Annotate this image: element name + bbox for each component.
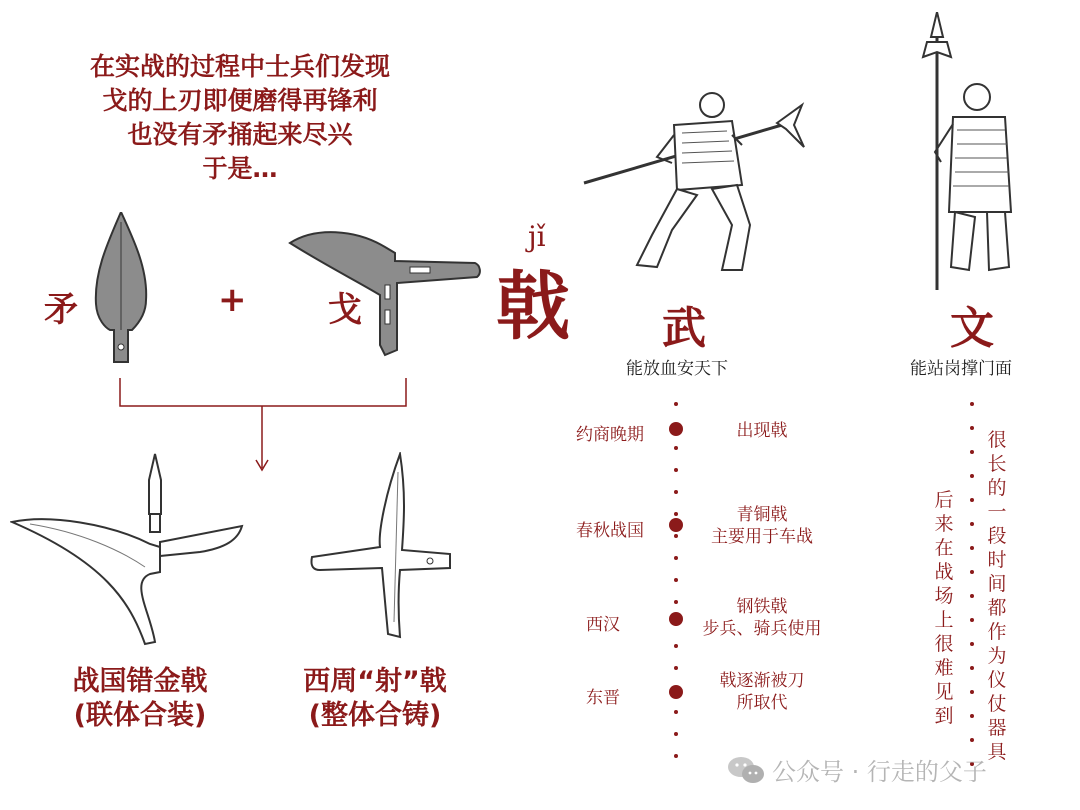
ceremonial-right-text: 很长的一段时间都作为仪仗器具	[987, 429, 1007, 763]
ji-western-zhou-icon	[300, 452, 460, 652]
wu-desc: 能放血安天下	[626, 359, 728, 379]
timeline-dot	[970, 498, 974, 502]
timeline-dot	[970, 570, 974, 574]
timeline-event-line: 所取代	[736, 693, 788, 713]
intro-line-4: 于是…	[202, 154, 278, 183]
timeline-dot	[674, 754, 678, 758]
ceremonial-left-text: 后来在战场上很难见到	[934, 489, 954, 727]
timeline-dot	[970, 714, 974, 718]
timeline-dot	[970, 474, 974, 478]
caption-line-1: 战国错金戟	[72, 666, 208, 697]
caption-line-1: 西周“射”戟	[303, 666, 447, 697]
timeline-dot	[970, 738, 974, 742]
timeline-dot	[674, 578, 678, 582]
timeline-era: 东晋	[586, 688, 620, 708]
wen-char: 文	[950, 303, 994, 354]
caption-line-2: (联体合装)	[73, 700, 207, 731]
timeline-event	[672, 504, 852, 548]
timeline-dot	[674, 556, 678, 560]
timeline-event-line: 步兵、骑兵使用	[702, 619, 822, 639]
timeline-event-line: 青铜戟	[736, 505, 788, 525]
dagger-axe-icon	[285, 225, 485, 360]
plus-sign: +	[218, 280, 247, 320]
caption-western-zhou	[275, 665, 475, 733]
ge-label: 戈	[328, 290, 362, 330]
timeline-dot	[970, 450, 974, 454]
timeline-dot	[674, 402, 678, 406]
caption-line-2: (整体合铸)	[308, 700, 442, 731]
timeline-dot	[674, 644, 678, 648]
timeline-era: 约商晚期	[576, 425, 644, 445]
timeline-event	[672, 596, 852, 640]
timeline-dot	[674, 732, 678, 736]
ji-pinyin: jǐ	[528, 220, 546, 253]
watermark-text: 公众号 · 行走的父子	[772, 758, 987, 786]
mao-label: 矛	[44, 290, 78, 330]
timeline-event	[672, 420, 852, 442]
timeline-dot	[970, 594, 974, 598]
wen-desc: 能站岗撑门面	[910, 359, 1012, 379]
guard-with-ji-icon	[905, 12, 1035, 292]
timeline-event-line: 戟逐渐被刀	[719, 671, 805, 691]
caption-warring-states	[40, 665, 240, 733]
timeline-event-line: 主要用于车战	[711, 527, 813, 547]
intro-line-3: 也没有矛捅起来尽兴	[127, 120, 353, 149]
wechat-icon	[726, 754, 766, 786]
ji-char: 戟	[496, 264, 570, 350]
timeline-event	[672, 670, 852, 714]
timeline-dot	[674, 446, 678, 450]
timeline-dot	[674, 468, 678, 472]
timeline-era: 西汉	[586, 615, 620, 635]
intro-line-2: 戈的上刃即便磨得再锋利	[102, 86, 378, 115]
timeline-dot	[970, 402, 974, 406]
timeline-dot	[970, 618, 974, 622]
spear-head-icon	[88, 212, 158, 372]
wu-char: 武	[662, 303, 706, 354]
timeline-dot	[970, 546, 974, 550]
timeline-dot	[674, 490, 678, 494]
timeline-dot	[970, 522, 974, 526]
timeline-event-line: 出现戟	[736, 421, 788, 441]
intro-line-1: 在实战的过程中士兵们发现	[89, 52, 390, 81]
timeline-dot	[970, 690, 974, 694]
ji-warring-states-icon	[10, 452, 250, 652]
timeline-event-line: 钢铁戟	[736, 597, 788, 617]
intro-text	[0, 50, 480, 186]
timeline-dot	[970, 666, 974, 670]
timeline-dot	[970, 642, 974, 646]
timeline-dot	[970, 426, 974, 430]
watermark	[726, 752, 987, 787]
timeline-era: 春秋战国	[576, 521, 644, 541]
soldier-with-ji-icon	[582, 85, 822, 280]
